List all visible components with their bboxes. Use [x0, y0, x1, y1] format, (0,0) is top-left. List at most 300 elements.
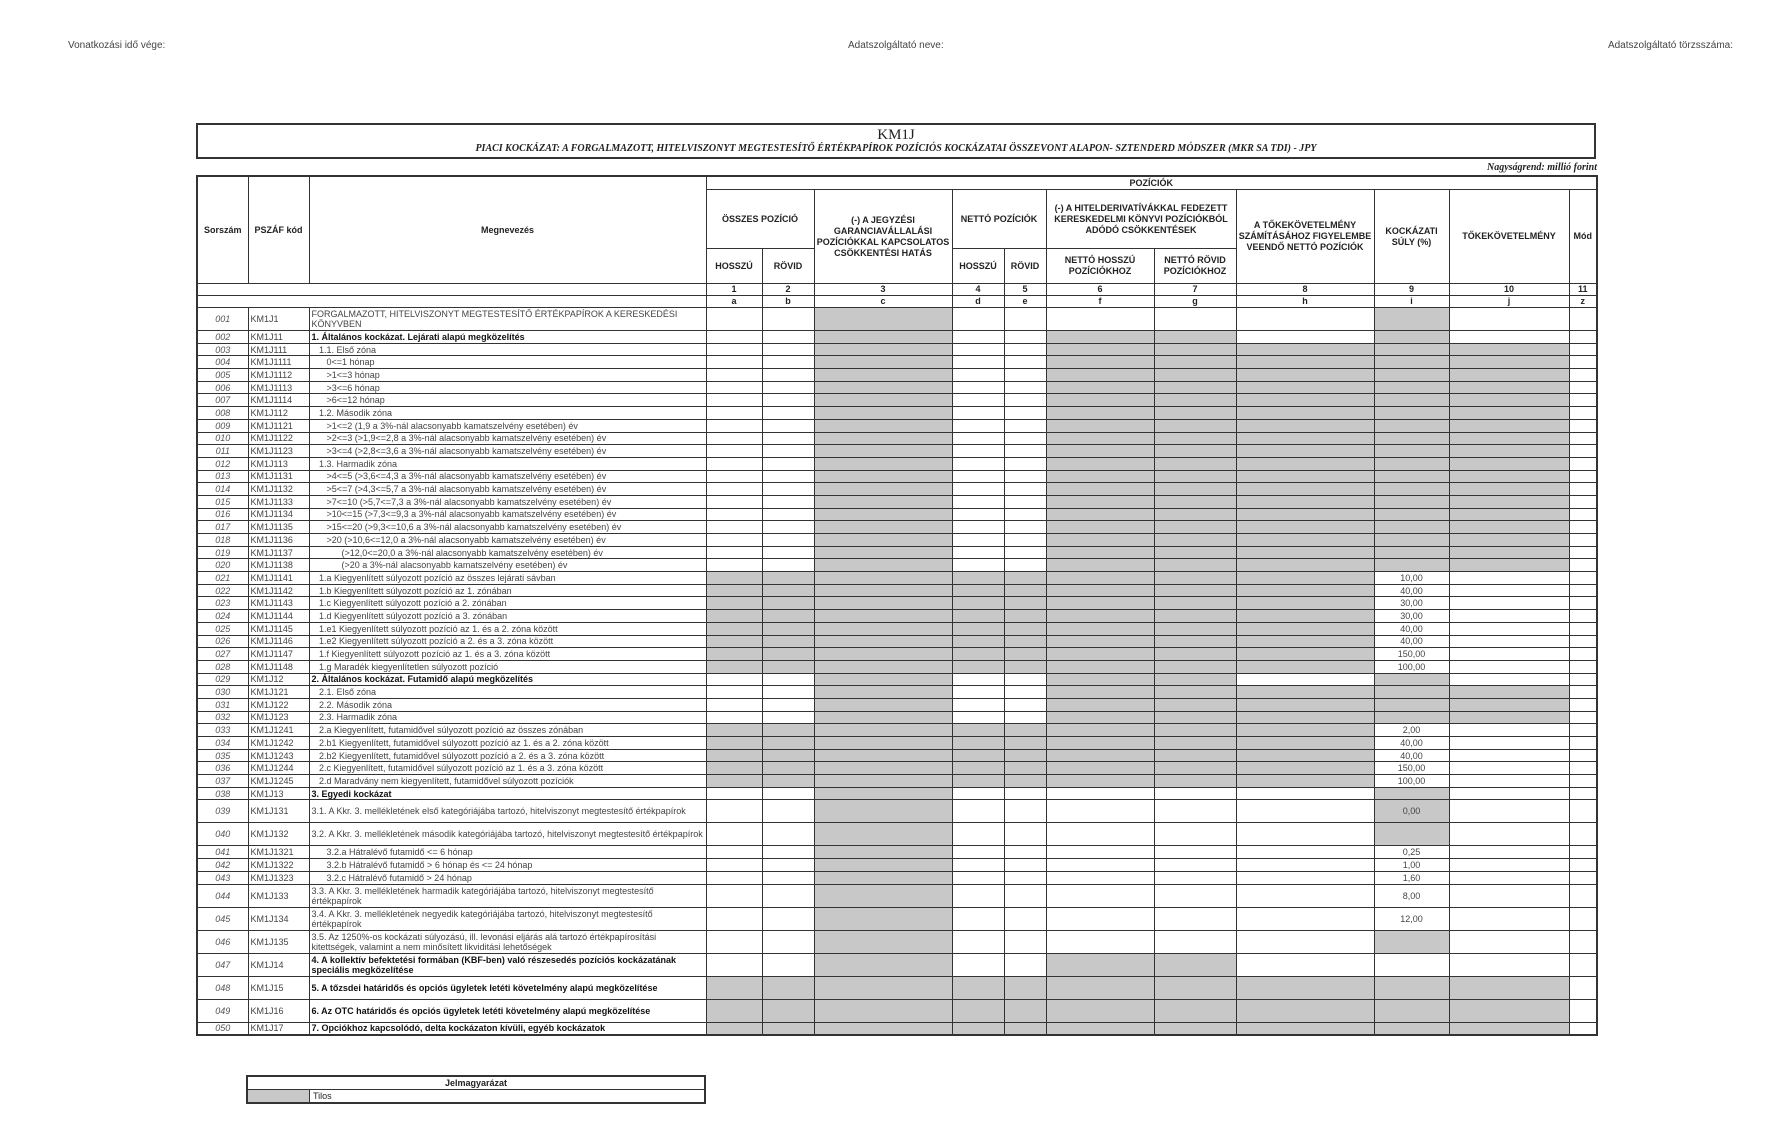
risk-weight-value[interactable]: 150,00: [1374, 648, 1449, 661]
data-cell[interactable]: [762, 521, 814, 534]
data-cell[interactable]: [1236, 331, 1374, 344]
data-cell[interactable]: [1046, 787, 1154, 800]
data-cell[interactable]: [706, 407, 762, 420]
data-cell[interactable]: [1046, 907, 1154, 930]
data-cell[interactable]: [706, 546, 762, 559]
data-cell: [1236, 597, 1374, 610]
data-cell[interactable]: [1569, 572, 1597, 585]
data-cell[interactable]: [706, 381, 762, 394]
risk-weight-value[interactable]: 100,00: [1374, 660, 1449, 673]
data-cell[interactable]: [1004, 331, 1046, 344]
risk-weight-value[interactable]: 40,00: [1374, 635, 1449, 648]
data-cell[interactable]: [762, 457, 814, 470]
data-cell[interactable]: [1569, 871, 1597, 884]
data-cell[interactable]: [952, 534, 1004, 547]
data-cell[interactable]: [762, 508, 814, 521]
data-cell[interactable]: [952, 432, 1004, 445]
data-cell[interactable]: [762, 907, 814, 930]
data-cell[interactable]: [1569, 394, 1597, 407]
data-cell[interactable]: [762, 871, 814, 884]
data-cell[interactable]: [1046, 800, 1154, 823]
data-cell[interactable]: [706, 394, 762, 407]
data-cell[interactable]: [1449, 584, 1569, 597]
risk-weight-value[interactable]: 1,00: [1374, 859, 1449, 872]
data-cell[interactable]: [1569, 356, 1597, 369]
data-cell[interactable]: [1569, 457, 1597, 470]
data-cell[interactable]: [952, 495, 1004, 508]
data-cell[interactable]: [952, 445, 1004, 458]
data-cell[interactable]: [706, 369, 762, 382]
risk-weight-value[interactable]: 2,00: [1374, 724, 1449, 737]
data-cell[interactable]: [952, 546, 1004, 559]
data-cell[interactable]: [1569, 445, 1597, 458]
row-number: 043: [197, 871, 248, 884]
data-cell[interactable]: [952, 356, 1004, 369]
data-cell[interactable]: [1449, 953, 1569, 976]
data-cell[interactable]: [762, 859, 814, 872]
data-cell[interactable]: [1569, 597, 1597, 610]
data-cell[interactable]: [1569, 1022, 1597, 1035]
data-cell[interactable]: [952, 308, 1004, 331]
data-cell[interactable]: [706, 559, 762, 572]
data-cell[interactable]: [952, 407, 1004, 420]
data-cell[interactable]: [1004, 495, 1046, 508]
data-cell[interactable]: [1569, 483, 1597, 496]
data-cell[interactable]: [706, 343, 762, 356]
data-cell[interactable]: [1569, 953, 1597, 976]
data-cell[interactable]: [706, 308, 762, 331]
data-cell[interactable]: [1154, 907, 1236, 930]
risk-weight-value[interactable]: 0,25: [1374, 846, 1449, 859]
data-cell: [814, 711, 952, 724]
data-cell[interactable]: [762, 432, 814, 445]
data-cell[interactable]: [706, 846, 762, 859]
data-cell[interactable]: [1154, 884, 1236, 907]
risk-weight-value[interactable]: 40,00: [1374, 584, 1449, 597]
data-cell: [1236, 381, 1374, 394]
data-cell[interactable]: [762, 534, 814, 547]
data-cell[interactable]: [1004, 445, 1046, 458]
data-cell[interactable]: [1569, 884, 1597, 907]
data-cell[interactable]: [952, 823, 1004, 846]
data-cell[interactable]: [952, 884, 1004, 907]
data-cell[interactable]: [1236, 871, 1374, 884]
row-code: KM1J1241: [248, 724, 309, 737]
data-cell[interactable]: [1154, 800, 1236, 823]
data-cell[interactable]: [1569, 419, 1597, 432]
risk-weight-value[interactable]: 30,00: [1374, 597, 1449, 610]
col-letter: f: [1046, 296, 1154, 308]
data-cell[interactable]: [952, 930, 1004, 953]
data-cell[interactable]: [1569, 976, 1597, 999]
risk-weight-value[interactable]: 40,00: [1374, 749, 1449, 762]
data-cell[interactable]: [1004, 823, 1046, 846]
data-cell[interactable]: [1004, 508, 1046, 521]
risk-weight-value[interactable]: 40,00: [1374, 737, 1449, 750]
data-cell[interactable]: [952, 419, 1004, 432]
data-cell[interactable]: [1449, 737, 1569, 750]
data-cell[interactable]: [952, 483, 1004, 496]
data-cell[interactable]: [1569, 762, 1597, 775]
data-cell: [1046, 749, 1154, 762]
data-cell[interactable]: [1449, 823, 1569, 846]
data-cell[interactable]: [1236, 953, 1374, 976]
data-cell[interactable]: [1569, 787, 1597, 800]
data-cell[interactable]: [952, 457, 1004, 470]
data-cell[interactable]: [1236, 846, 1374, 859]
data-cell: [706, 749, 762, 762]
data-cell[interactable]: [706, 859, 762, 872]
data-cell[interactable]: [1046, 859, 1154, 872]
data-cell[interactable]: [1449, 308, 1569, 331]
data-cell[interactable]: [1569, 331, 1597, 344]
data-cell[interactable]: [1569, 381, 1597, 394]
data-cell[interactable]: [706, 331, 762, 344]
data-cell[interactable]: [952, 394, 1004, 407]
data-cell[interactable]: [1004, 686, 1046, 699]
data-cell[interactable]: [1004, 356, 1046, 369]
data-cell[interactable]: [952, 686, 1004, 699]
data-cell[interactable]: [706, 800, 762, 823]
data-cell[interactable]: [1449, 635, 1569, 648]
data-cell[interactable]: [762, 673, 814, 686]
data-cell[interactable]: [952, 698, 1004, 711]
data-cell[interactable]: [952, 369, 1004, 382]
data-cell[interactable]: [762, 800, 814, 823]
data-cell: [1236, 698, 1374, 711]
data-cell[interactable]: [1046, 930, 1154, 953]
data-cell[interactable]: [1004, 369, 1046, 382]
data-cell[interactable]: [952, 787, 1004, 800]
data-cell[interactable]: [762, 953, 814, 976]
data-cell[interactable]: [706, 686, 762, 699]
data-cell[interactable]: [1569, 534, 1597, 547]
data-cell[interactable]: [706, 711, 762, 724]
data-cell[interactable]: [762, 711, 814, 724]
data-cell[interactable]: [706, 823, 762, 846]
data-cell[interactable]: [762, 394, 814, 407]
risk-weight-value[interactable]: 1,60: [1374, 871, 1449, 884]
data-cell: [1046, 622, 1154, 635]
data-cell[interactable]: [706, 907, 762, 930]
row-code: KM1J1111: [248, 356, 309, 369]
data-cell[interactable]: [1004, 407, 1046, 420]
col-letter: z: [1569, 296, 1597, 308]
data-cell[interactable]: [1004, 846, 1046, 859]
data-cell[interactable]: [1569, 369, 1597, 382]
data-cell[interactable]: [706, 534, 762, 547]
data-cell[interactable]: [952, 508, 1004, 521]
data-cell[interactable]: [1004, 546, 1046, 559]
risk-weight-value[interactable]: 40,00: [1374, 622, 1449, 635]
data-cell[interactable]: [1154, 859, 1236, 872]
data-cell[interactable]: [762, 331, 814, 344]
data-cell[interactable]: [1004, 483, 1046, 496]
data-cell[interactable]: [1449, 775, 1569, 788]
row-name: 7. Opciókhoz kapcsolódó, delta kockázaton kívüli, egyéb kockázatok: [309, 1022, 706, 1035]
table-row: [197, 495, 1597, 508]
data-cell[interactable]: [1569, 407, 1597, 420]
data-cell[interactable]: [1004, 711, 1046, 724]
data-cell[interactable]: [1154, 846, 1236, 859]
data-cell[interactable]: [1154, 308, 1236, 331]
data-cell[interactable]: [1004, 930, 1046, 953]
data-cell[interactable]: [762, 308, 814, 331]
data-cell[interactable]: [1449, 673, 1569, 686]
data-cell[interactable]: [762, 559, 814, 572]
data-cell[interactable]: [1569, 660, 1597, 673]
data-cell[interactable]: [706, 356, 762, 369]
data-cell[interactable]: [952, 559, 1004, 572]
data-cell[interactable]: [706, 521, 762, 534]
data-cell: [1374, 508, 1449, 521]
data-cell: [1004, 584, 1046, 597]
data-cell[interactable]: [762, 470, 814, 483]
data-cell[interactable]: [952, 521, 1004, 534]
data-cell[interactable]: [1569, 775, 1597, 788]
data-cell[interactable]: [1569, 546, 1597, 559]
data-cell[interactable]: [1569, 749, 1597, 762]
risk-weight-value[interactable]: 150,00: [1374, 762, 1449, 775]
data-cell[interactable]: [706, 787, 762, 800]
data-cell[interactable]: [762, 930, 814, 953]
data-cell[interactable]: [1004, 698, 1046, 711]
data-cell[interactable]: [952, 711, 1004, 724]
data-cell[interactable]: [1449, 749, 1569, 762]
data-cell[interactable]: [706, 508, 762, 521]
data-cell[interactable]: [706, 871, 762, 884]
data-cell[interactable]: [1569, 711, 1597, 724]
data-cell[interactable]: [1004, 381, 1046, 394]
data-cell[interactable]: [1569, 859, 1597, 872]
data-cell[interactable]: [1004, 470, 1046, 483]
data-cell[interactable]: [1449, 660, 1569, 673]
data-cell[interactable]: [1236, 884, 1374, 907]
data-cell[interactable]: [1449, 884, 1569, 907]
data-cell[interactable]: [1004, 343, 1046, 356]
data-cell[interactable]: [1236, 907, 1374, 930]
data-cell[interactable]: [1046, 308, 1154, 331]
data-cell[interactable]: [706, 470, 762, 483]
data-cell[interactable]: [952, 343, 1004, 356]
data-cell[interactable]: [1449, 622, 1569, 635]
table-row: [197, 749, 1597, 762]
data-cell[interactable]: [762, 369, 814, 382]
data-cell[interactable]: [1004, 907, 1046, 930]
data-cell[interactable]: [1004, 859, 1046, 872]
data-cell: [814, 787, 952, 800]
data-cell[interactable]: [1449, 800, 1569, 823]
data-cell[interactable]: [762, 787, 814, 800]
data-cell[interactable]: [762, 356, 814, 369]
data-cell[interactable]: [1236, 930, 1374, 953]
data-cell[interactable]: [1569, 648, 1597, 661]
data-cell[interactable]: [1046, 846, 1154, 859]
data-cell[interactable]: [762, 823, 814, 846]
risk-weight-value[interactable]: 10,00: [1374, 572, 1449, 585]
data-cell[interactable]: [952, 871, 1004, 884]
data-cell[interactable]: [1569, 930, 1597, 953]
row-number: 039: [197, 800, 248, 823]
data-cell[interactable]: [1004, 521, 1046, 534]
data-cell[interactable]: [706, 698, 762, 711]
table-row: [197, 419, 1597, 432]
data-cell[interactable]: [1004, 884, 1046, 907]
data-cell[interactable]: [1004, 559, 1046, 572]
data-cell[interactable]: [706, 884, 762, 907]
data-cell[interactable]: [1569, 521, 1597, 534]
data-cell[interactable]: [1569, 737, 1597, 750]
data-cell[interactable]: [1449, 610, 1569, 623]
data-cell[interactable]: [706, 953, 762, 976]
data-cell[interactable]: [952, 800, 1004, 823]
data-cell[interactable]: [1569, 635, 1597, 648]
data-cell[interactable]: [762, 546, 814, 559]
data-cell[interactable]: [706, 495, 762, 508]
data-cell[interactable]: [1046, 823, 1154, 846]
data-cell[interactable]: [952, 859, 1004, 872]
data-cell: [1236, 432, 1374, 445]
data-cell[interactable]: [952, 331, 1004, 344]
data-cell[interactable]: [1154, 871, 1236, 884]
data-cell[interactable]: [1236, 859, 1374, 872]
data-cell[interactable]: [1569, 698, 1597, 711]
data-cell[interactable]: [706, 432, 762, 445]
data-cell[interactable]: [1449, 871, 1569, 884]
data-cell[interactable]: [762, 483, 814, 496]
data-cell[interactable]: [1449, 572, 1569, 585]
data-cell[interactable]: [1569, 559, 1597, 572]
row-number: 035: [197, 749, 248, 762]
data-cell[interactable]: [1236, 823, 1374, 846]
data-cell[interactable]: [1004, 534, 1046, 547]
data-cell[interactable]: [762, 846, 814, 859]
data-cell[interactable]: [1449, 762, 1569, 775]
data-cell[interactable]: [762, 698, 814, 711]
data-cell[interactable]: [1004, 871, 1046, 884]
data-cell[interactable]: [952, 673, 1004, 686]
data-cell[interactable]: [1236, 308, 1374, 331]
risk-weight-value[interactable]: 8,00: [1374, 884, 1449, 907]
data-cell[interactable]: [706, 483, 762, 496]
data-cell[interactable]: [1569, 724, 1597, 737]
data-cell[interactable]: [1569, 584, 1597, 597]
data-cell[interactable]: [762, 419, 814, 432]
data-cell[interactable]: [1569, 610, 1597, 623]
data-cell[interactable]: [762, 884, 814, 907]
risk-weight-value[interactable]: 30,00: [1374, 610, 1449, 623]
data-cell[interactable]: [1569, 907, 1597, 930]
row-code: KM1J1244: [248, 762, 309, 775]
row-code: KM1J1131: [248, 470, 309, 483]
data-cell[interactable]: [762, 495, 814, 508]
data-cell[interactable]: [1569, 846, 1597, 859]
data-cell[interactable]: [1046, 884, 1154, 907]
data-cell[interactable]: [1046, 871, 1154, 884]
data-cell: [814, 871, 952, 884]
data-cell[interactable]: [1449, 907, 1569, 930]
data-cell[interactable]: [952, 846, 1004, 859]
data-cell[interactable]: [1004, 787, 1046, 800]
data-cell[interactable]: [762, 686, 814, 699]
data-cell[interactable]: [1154, 930, 1236, 953]
data-cell[interactable]: [706, 457, 762, 470]
data-cell[interactable]: [1154, 823, 1236, 846]
row-code: KM1J16: [248, 999, 309, 1022]
data-cell[interactable]: [1449, 787, 1569, 800]
data-cell: [1449, 508, 1569, 521]
risk-weight-value[interactable]: 12,00: [1374, 907, 1449, 930]
data-cell[interactable]: [1236, 787, 1374, 800]
data-cell[interactable]: [1569, 432, 1597, 445]
row-code: KM1J1135: [248, 521, 309, 534]
data-cell[interactable]: [1236, 673, 1374, 686]
data-cell[interactable]: [952, 953, 1004, 976]
data-cell[interactable]: [1569, 686, 1597, 699]
row-name: 3.2.c Hátralévő futamidő > 24 hónap: [309, 871, 706, 884]
data-cell[interactable]: [952, 907, 1004, 930]
row-code: KM1J1147: [248, 648, 309, 661]
data-cell[interactable]: [1004, 419, 1046, 432]
data-cell[interactable]: [762, 381, 814, 394]
data-cell[interactable]: [1569, 800, 1597, 823]
data-cell[interactable]: [952, 381, 1004, 394]
data-cell[interactable]: [1004, 394, 1046, 407]
data-cell[interactable]: [1569, 999, 1597, 1022]
data-cell[interactable]: [762, 445, 814, 458]
data-cell[interactable]: [706, 930, 762, 953]
data-cell[interactable]: [1154, 787, 1236, 800]
data-cell[interactable]: [1449, 930, 1569, 953]
row-name: 2.b1 Kiegyenlített, futamidővel súlyozott pozíció az 1. és a 2. zóna között: [309, 737, 706, 750]
data-cell[interactable]: [706, 419, 762, 432]
data-cell[interactable]: [1569, 823, 1597, 846]
data-cell: [1449, 445, 1569, 458]
legend-swatch: [247, 1090, 310, 1104]
data-cell[interactable]: [706, 445, 762, 458]
data-cell[interactable]: [1449, 331, 1569, 344]
data-cell[interactable]: [706, 673, 762, 686]
data-cell[interactable]: [762, 407, 814, 420]
data-cell[interactable]: [1004, 953, 1046, 976]
data-cell[interactable]: [1569, 495, 1597, 508]
data-cell[interactable]: [762, 343, 814, 356]
data-cell[interactable]: [952, 470, 1004, 483]
data-cell[interactable]: [1569, 508, 1597, 521]
data-cell[interactable]: [1569, 343, 1597, 356]
data-cell: [706, 762, 762, 775]
data-cell[interactable]: [1004, 800, 1046, 823]
data-cell[interactable]: [1569, 622, 1597, 635]
data-cell[interactable]: [1004, 432, 1046, 445]
data-cell[interactable]: [1004, 308, 1046, 331]
data-cell[interactable]: [1569, 308, 1597, 331]
risk-weight-value[interactable]: 100,00: [1374, 775, 1449, 788]
data-cell[interactable]: [1449, 597, 1569, 610]
data-cell[interactable]: [1569, 470, 1597, 483]
data-cell[interactable]: [1449, 859, 1569, 872]
data-cell[interactable]: [1236, 800, 1374, 823]
data-cell[interactable]: [1449, 648, 1569, 661]
data-cell[interactable]: [1374, 953, 1449, 976]
row-code: KM1J1134: [248, 508, 309, 521]
data-cell[interactable]: [1004, 457, 1046, 470]
data-cell[interactable]: [1449, 846, 1569, 859]
row-number: 048: [197, 976, 248, 999]
data-cell[interactable]: [1569, 673, 1597, 686]
data-cell[interactable]: [1449, 724, 1569, 737]
data-cell[interactable]: [1004, 673, 1046, 686]
